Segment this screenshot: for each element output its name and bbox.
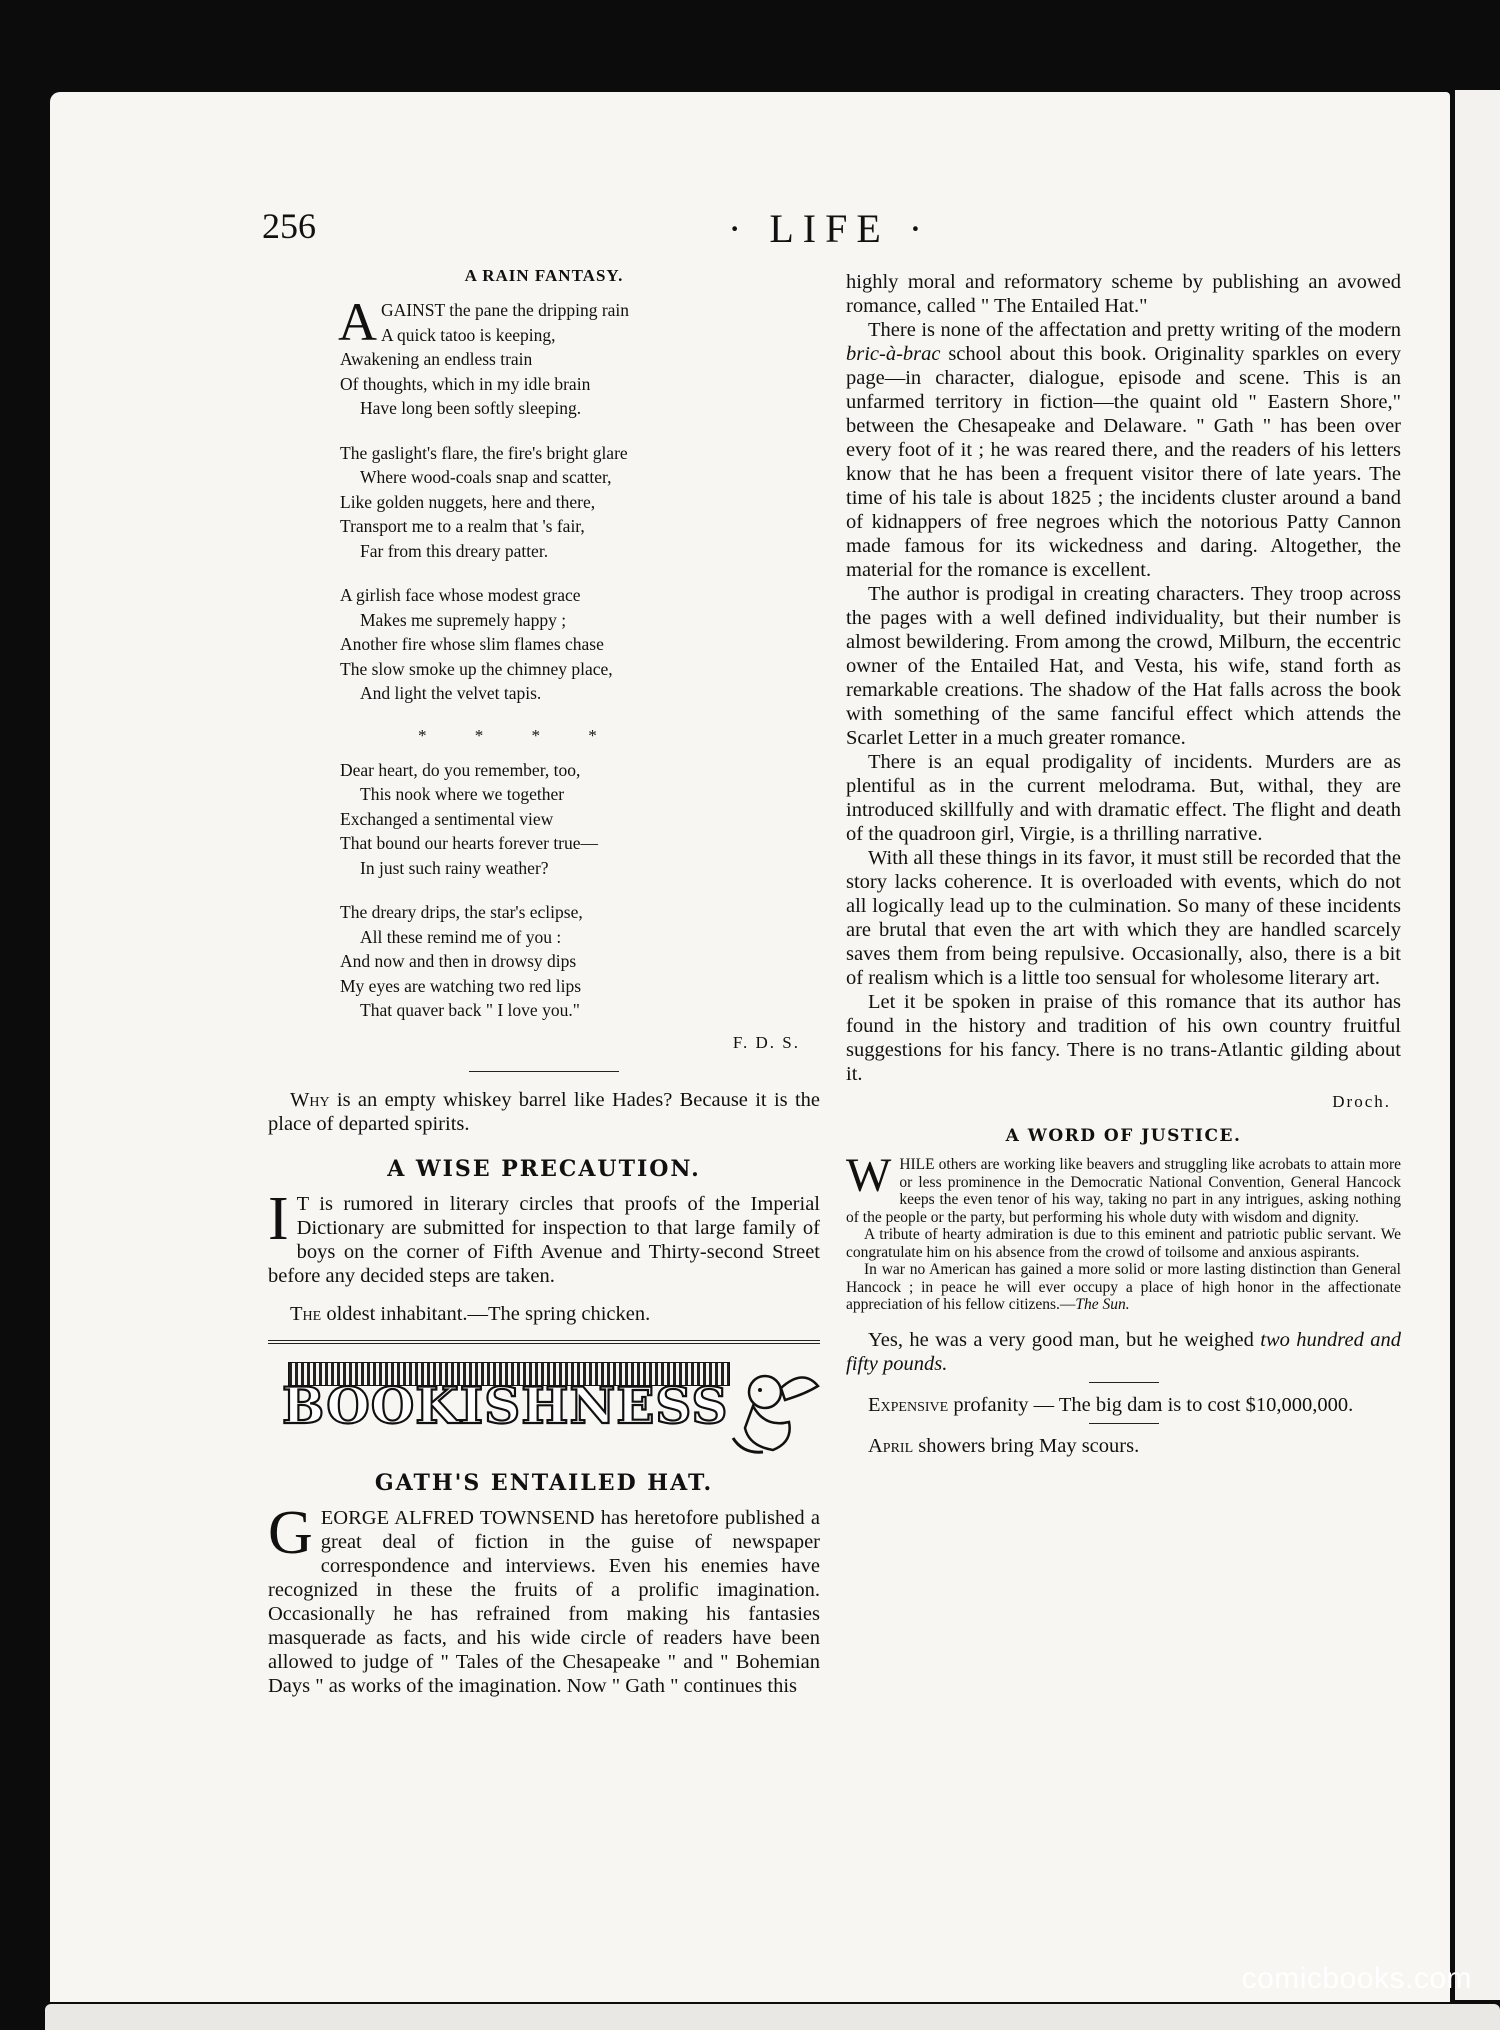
weighed-joke	[846, 1328, 1401, 1376]
paragraph	[846, 318, 1401, 582]
poem-line: Dear heart, do you remember, too,	[340, 759, 581, 780]
poem-title: A RAIN FANTASY.	[464, 266, 624, 285]
poem-line: And now and then in drowsy dips	[340, 951, 577, 971]
divider-rule	[1089, 1382, 1159, 1383]
gaths-entailed-hat-intro	[268, 1498, 820, 1698]
paragraph: T is rumored in literary circles that proofs of the Imperial Dictionary are submitted for inspection to that large family of boys on the corner of Fifth Avenue and Thirty-second Street before any decided steps are taken.	[268, 1192, 820, 1287]
wise-precaution-heading: A WISE PRECAUTION.	[387, 1155, 701, 1182]
poem-line: The dreary drips, the star's eclipse,	[340, 902, 583, 922]
joke-lead: April	[868, 1434, 914, 1457]
poem-line: Makes me supremely happy ;	[360, 609, 567, 630]
section-rule	[268, 1340, 820, 1341]
poem-line: Awakening an endless train	[340, 349, 533, 369]
oldest-inhabitant-joke	[268, 1302, 820, 1326]
poem-line: Another fire whose slim flames chase	[340, 634, 604, 654]
drop-cap: G	[268, 1498, 313, 1567]
poem-line: Of thoughts, which in my idle brain	[340, 373, 591, 394]
paragraph: A tribute of hearty admiration is due to this eminent and patriotic public servant. We congratulate him on his absence from the crowd of toilsome and anxious aspirants.	[846, 1226, 1401, 1261]
paragraph: EORGE ALFRED TOWNSEND has heretofore published a great deal of fiction in the guise of newspaper correspondence and interviews. Even his enemies have recognized in these the fruits of a prolific imagination. Occasionally he has refrained from making his fantasies masquerade as facts, and his wide circle of readers have been allowed to judge of " Tales of the Chesapeake " and " Bohemian Days " as works of the imagination. Now " Gath " continues this	[268, 1506, 820, 1697]
joke-lead: Expensive	[868, 1393, 949, 1416]
poem-line: Like golden nuggets, here and there,	[340, 491, 596, 512]
joke-lead: The	[290, 1302, 322, 1325]
poem-line: That quaver back " I love you."	[360, 1000, 580, 1020]
right-column	[846, 270, 1401, 1458]
poem-line: This nook where we together	[360, 784, 565, 804]
joke-text: oldest inhabitant.—The spring chicken.	[321, 1302, 651, 1325]
paragraph: The author is prodigal in creating characters. They troop across the pages with a well defined individuality, but their number is almost bewildering. From among the crowd, Milburn, the eccentric owner of the Entailed Hat, and Vesta, his wife, stand forth as remarkable creations. The shadow of the Hat falls across the book with something of the same fanciful effect which attends the Scarlet Letter in a much greater romance.	[846, 583, 1401, 749]
poem-line: Far from this dreary patter.	[360, 540, 549, 561]
poem-line: The gaslight's flare, the fire's bright glare	[340, 442, 628, 463]
paragraph: With all these things in its favor, it must still be recorded that the story lacks coherence. It is overloaded with events, which do not all logically lead up to the culmination. So many of these incidents are brutal that even the art with which they are handled scarcely saves them from being repulsive. Occasionally, also, there is a bit of realism which is a little too sensual for wholesome literary art.	[846, 847, 1401, 989]
quote-source: The Sun.	[1075, 1296, 1130, 1313]
review-signature: Droch.	[1332, 1092, 1391, 1111]
joke-text: Yes, he was a very good man, but he weighed	[868, 1328, 1261, 1351]
poem-line: And light the velvet tapis.	[360, 683, 542, 703]
word-of-justice-heading: A WORD OF JUSTICE.	[1005, 1126, 1242, 1146]
poem-line: That bound our hearts forever true—	[340, 833, 599, 853]
joke-text: showers bring May scours.	[913, 1434, 1140, 1457]
drop-cap: W	[846, 1149, 892, 1202]
text-run: school about this book. Originality sparkles on every page—in character, dialogue, episode and scene. This is an unfarmed territory in fiction—the quaint old " Eastern Shore," between the Chesapeake and Delaware. " Gath " has been over every foot of it ; he was reared there, and the readers of his letters know that he has been a frequent visitor there of late years. The time of his tale is about 1825 ; the incidents cluster around a band of kidnappers of free negroes which the notorious Patty Cannon made famous for its wickedness and daring. Altogether, the material for the romance is excellent.	[846, 343, 1401, 581]
wise-precaution-text	[268, 1184, 820, 1288]
joke-text: profanity — The big dam is to cost $10,000,000.	[948, 1393, 1354, 1416]
poem-line: The slow smoke up the chimney place,	[340, 658, 613, 679]
poem-line: A girlish face whose modest grace	[340, 585, 581, 605]
divider-rule	[1089, 1423, 1159, 1424]
site-watermark: comicbooks.com	[1241, 1962, 1472, 1995]
paragraph: highly moral and reformatory scheme by publishing an avowed romance, called " The Entailed Hat."	[846, 271, 1401, 317]
april-joke	[846, 1434, 1401, 1458]
joke-text: is an empty whiskey barrel like Hades? Because it is the place of departed spirits.	[268, 1088, 820, 1135]
paragraph: There is an equal prodigality of incidents. Murders are as plentiful as in the current melodrama. But, withal, they are introduced skillfully and with dramatic effect. The flight and death of the quadroon girl, Virgie, is a thrilling narrative.	[846, 751, 1401, 845]
profanity-joke	[846, 1393, 1401, 1417]
bookishness-banner	[268, 1356, 820, 1466]
poem-line: Where wood-coals snap and scatter,	[360, 467, 612, 487]
word-of-justice-text	[846, 1149, 1401, 1314]
poem-stanza-2	[340, 441, 820, 564]
gaths-entailed-hat-heading: GATH'S ENTAILED HAT.	[374, 1469, 714, 1496]
paragraph: HILE others are working like beavers and struggling like acrobats to attain more or less prominence in the Democratic National Convention, General Hancock keeps the even tenor of his way, taking no part in any intrigues, asking nothing of the people or the party, but performing his whole duty with wisdom and dignity.	[846, 1156, 1401, 1226]
left-column	[268, 262, 820, 1698]
paragraph: Let it be spoken in praise of this romance that its author has found in the history and tradition of his own country fruitful suggestions for his fancy. There is no trans-Atlantic gilding about it.	[846, 991, 1401, 1085]
drop-cap: I	[268, 1184, 289, 1253]
poem-line: A quick tatoo is keeping,	[381, 324, 556, 345]
text-run: In war no American has gained a more solid or more lasting distinction than General Hancock ; in peace he will ever occupy a place of high honor in the affectionate appreciation of his fellow citizens.—	[846, 1261, 1401, 1313]
next-page-edge	[45, 2004, 1500, 2030]
italic-term: bric-à-brac	[846, 343, 941, 365]
poem-signature: F. D. S.	[732, 1032, 800, 1052]
joke-italic: two hundred and fifty pounds.	[846, 1328, 1402, 1375]
poem-line: My eyes are watching two red lips	[340, 975, 582, 996]
text-run: There is none of the affectation and pretty writing of the modern	[868, 319, 1401, 341]
poem-stars: * * * *	[418, 725, 619, 745]
bookishness-banner-title: BOOKISHNESS	[282, 1375, 729, 1435]
whiskey-joke	[268, 1088, 820, 1136]
poem-line: GAINST the pane the dripping rain	[381, 300, 630, 320]
poem-drop-cap: A	[338, 292, 377, 352]
poem-stanza-1	[338, 292, 820, 421]
joke-lead: Why	[290, 1088, 330, 1111]
adjacent-page-edge	[1455, 90, 1500, 2000]
poem-line: Exchanged a sentimental view	[340, 808, 554, 829]
poem-stanza-4	[340, 758, 820, 881]
divider-rule	[469, 1071, 619, 1072]
poem-stanza-3	[340, 583, 820, 706]
poem-stanza-5	[340, 900, 820, 1023]
section-rule	[268, 1343, 820, 1344]
poem-line: Transport me to a realm that 's fair,	[340, 516, 585, 536]
paragraph	[846, 1261, 1401, 1314]
poem-line: Have long been softly sleeping.	[360, 398, 582, 418]
page-number: 256	[262, 206, 316, 246]
review-text	[846, 270, 1401, 1086]
poem-line: All these remind me of you :	[360, 926, 562, 947]
masthead-title: · LIFE ·	[728, 206, 932, 251]
poem-line: In just such rainy weather?	[360, 857, 549, 878]
cherub-icon	[723, 1358, 823, 1458]
